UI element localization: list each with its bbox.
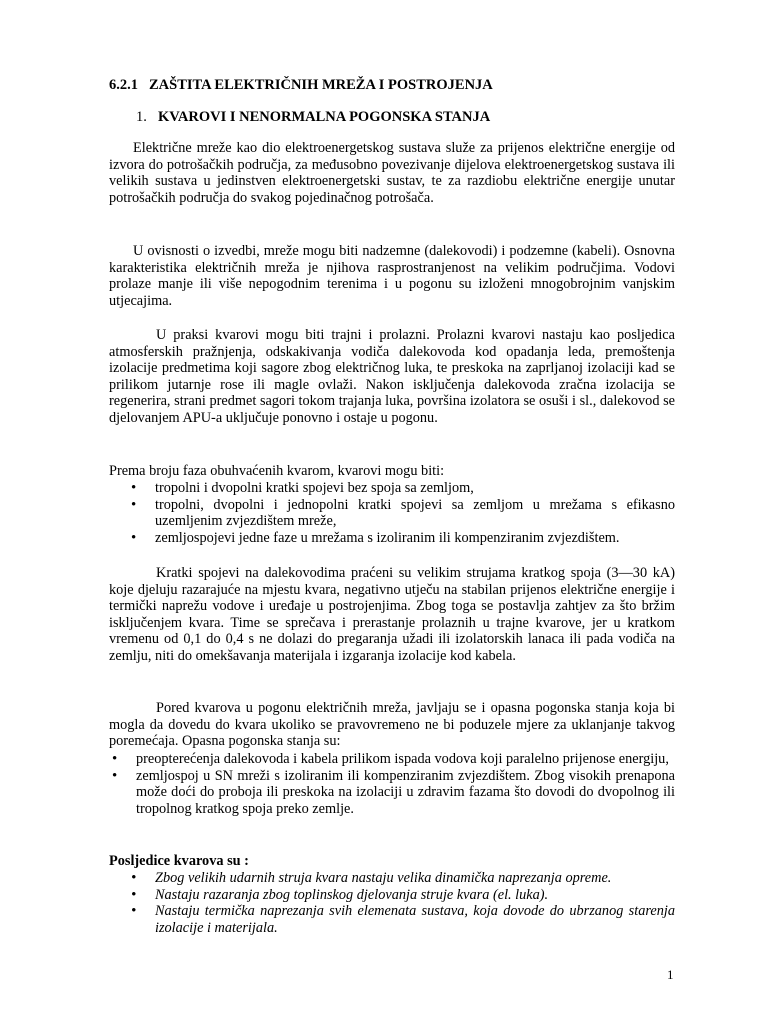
list-item: • tropolni, dvopolni i jednopolni kratki spojevi sa zemljom u mrežama s efikasno uzemljenim zvjezdištem mreže, — [109, 497, 675, 530]
section-heading — [109, 77, 493, 94]
paragraph-short-circuit: Kratki spojevi na dalekovodima praćeni su velikim strujama kratkog spoja (3—30 kA) koje djeluju razarajuće na mjestu kvara, negativno utječu na stabilan prijenos električne energije i termički naprežu vodove i uređaje u postrojenjima. Zbog toga se postavlja zahtjev za što bržim isključenjem kvara. Time se sprečava i prerastanje prolaznih u trajne kvarove, jer u kratkom vremenu od 0,1 do 0,4 s ne dolazi do pregaranja užadi ili izolatorskih lanaca ili pada vodiča na zemlju, niti do omekšavanja materijala i izgaranja izolacije kod kabela. — [109, 565, 675, 664]
paragraph-network-types: U ovisnosti o izvedbi, mreže mogu biti nadzemne (dalekovodi) i podzemne (kabeli). Osnovna karakteristika električnih mreža je njihova rasprostranjenost na velikim područjima. Vodovi prolaze manje ili više nepogodnim terenima i u pogonu su izloženi mnogobrojnim vanjskim utjecajima. — [109, 243, 675, 309]
list-item: • zemljospojevi jedne faze u mrežama s izoliranim ili kompenziranim zvjezdištem. — [109, 530, 675, 547]
operating-states-intro: Pored kvarova u pogonu električnih mreža, javljaju se i opasna pogonska stanja koja bi mogla da dovedu do kvara ukoliko se pravovremeno ne bi poduzele mjere za uklanjanje takvog poremećaja. Opasna pogonska stanja su: — [109, 700, 675, 750]
subsection-number: 1. — [136, 109, 147, 125]
paragraph-intro: Električne mreže kao dio elektroenergetskog sustava služe za prijenos električne energije od izvora do potrošačkih područja, za međusobno povezivanje dijelova elektroenergetskog sustava ili velikih sustava u jedinstven elektroenergetski sustav, te za razdiobu električne energije unutar potrošačkih područja do svakog pojedinačnog potrošača. — [109, 140, 675, 206]
list-item: • preopterećenja dalekovoda i kabela prilikom ispada vodova koji paralelno prijenose energiju, — [109, 751, 675, 768]
operating-states-list — [109, 751, 675, 817]
list-item: • Zbog velikih udarnih struja kvara nastaju velika dinamička naprezanja opreme. — [109, 870, 675, 887]
list-item: • tropolni i dvopolni kratki spojevi bez spoja sa zemljom, — [109, 480, 675, 497]
list-item: • Nastaju termička naprezanja svih elemenata sustava, koja dovode do ubrzanog starenja izolacije i materijala. — [109, 903, 675, 936]
consequences-list — [109, 870, 675, 936]
subsection-heading — [136, 109, 490, 126]
list-item: • zemljospoj u SN mreži s izoliranim ili kompenziranim zvjezdištem. Zbog visokih prenapona može doći do proboja ili preskoka na izolaciji u zdravim fazama što dovodi do dvopolnog ili tropolnog kratkog spoja preko zemlje. — [109, 768, 675, 818]
fault-types-list — [109, 480, 675, 546]
consequences-title: Posljedice kvarova su : — [109, 853, 249, 869]
section-number: 6.2.1 — [109, 77, 138, 93]
page-number: 1 — [667, 967, 674, 982]
subsection-title: KVAROVI I NENORMALNA POGONSKA STANJA — [158, 109, 491, 125]
list-item: • Nastaju razaranja zbog toplinskog djelovanja struje kvara (el. luka). — [109, 887, 675, 904]
fault-types-intro: Prema broju faza obuhvaćenih kvarom, kvarovi mogu biti: — [109, 463, 445, 479]
section-title: ZAŠTITA ELEKTRIČNIH MREŽA I POSTROJENJA — [149, 77, 493, 93]
paragraph-faults: U praksi kvarovi mogu biti trajni i prolazni. Prolazni kvarovi nastaju kao posljedica atmosferskih pražnjenja, odskakivanja vodiča dalekovoda kod opadanja leda, premoštenja izolacije predmetima koji sagore zbog električnog luka, te preskoka na zaprljanoj izolaciji kad se prilikom jutarnje rose ili magle ovlaži. Nakon isključenja dalekovoda zračna izolacija se regenerira, strani predmet sagori tokom trajanja luka, površina izolatora se osuši i sl., dalekovod se djelovanjem APU-a uključuje ponovno i ostaje u pogonu. — [109, 327, 675, 426]
